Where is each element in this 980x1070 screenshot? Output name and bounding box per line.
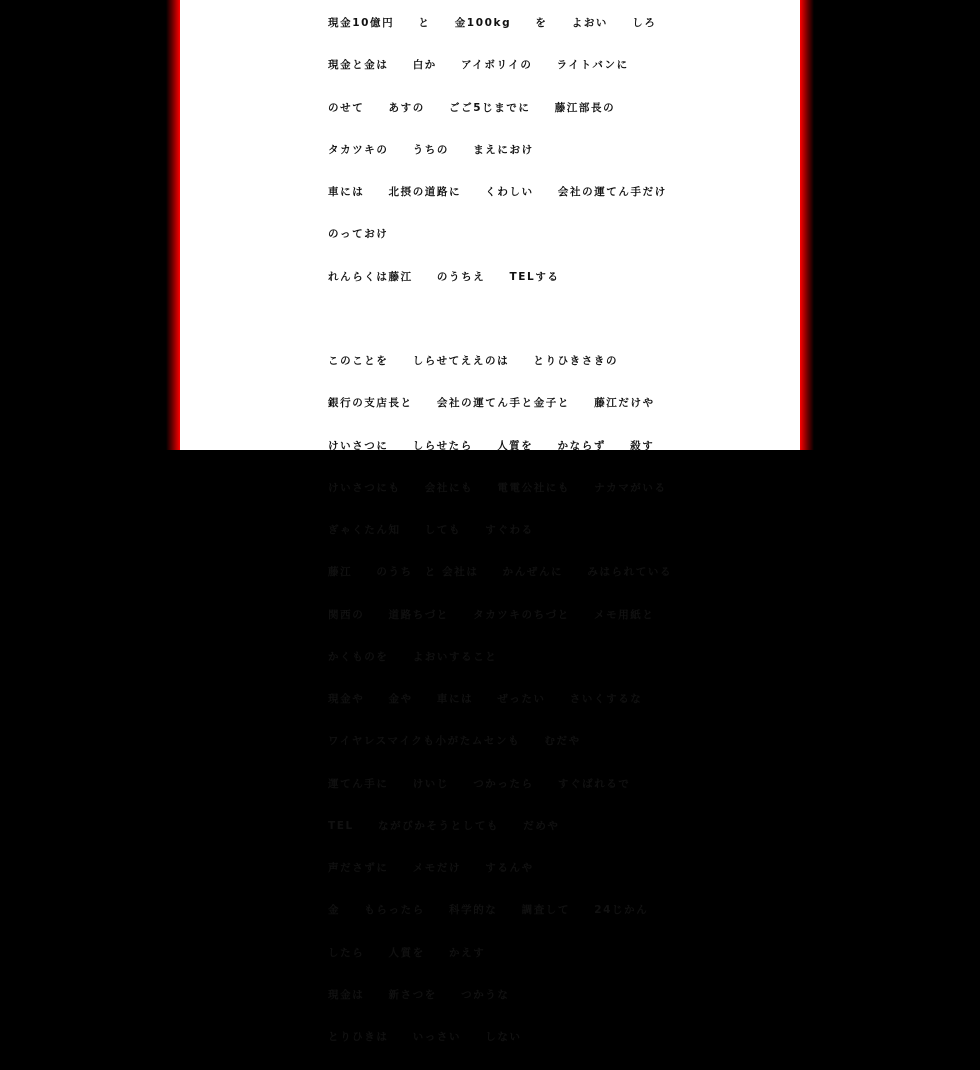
letter-line: したら 人質を かえす xyxy=(328,946,486,959)
letter-line: けいさつに しらせたら 人質を かならず 殺す xyxy=(328,439,655,452)
letter-text xyxy=(328,0,672,1070)
letter-line: 藤江 のうち と 会社は かんぜんに みはられている xyxy=(328,566,673,579)
letter-line: 関西の 道路ちづと タカツキのちづと メモ用紙と xyxy=(328,608,655,621)
right-red-border xyxy=(800,0,814,450)
letter-line xyxy=(328,310,672,328)
letter-line: れんらくは藤江 のうちえ TELする xyxy=(328,270,560,283)
letter-line: 車には 北摂の道路に くわしい 会社の運てん手だけ xyxy=(328,186,667,198)
letter-line: 銀行の支店長と 会社の運てん手と金子と 藤江だけや xyxy=(328,397,655,410)
letter-line: 声ださずに メモだけ するんや xyxy=(328,862,534,874)
letter-line: 現金と金は 白か アイボリイの ライトバンに xyxy=(328,59,629,72)
letter-line: のせて あすの ごご5じまでに 藤江部長の xyxy=(328,101,616,114)
letter-line: のっておけ xyxy=(328,228,389,241)
letter-line: 現金や 金や 車には ぜったい さいくするな xyxy=(328,693,643,705)
letter-line: とりひきは いっさい しない xyxy=(328,1031,522,1043)
letter-line: タカツキの うちの まえにおけ xyxy=(328,143,534,156)
letter-paper xyxy=(180,0,800,1043)
letter-line: 現金は 新さつを つかうな xyxy=(328,988,510,1001)
letter-line: ぎゃくたん知 しても すぐわる xyxy=(328,524,534,536)
letter-line: 現金10億円 と 金100kg を よおい しろ xyxy=(328,17,657,29)
letter-line: 金 もらったら 科学的な 調査して 24じかん xyxy=(328,904,649,917)
letter-line: かくものを よおいすること xyxy=(328,650,498,663)
letter-line: けいさつにも 会社にも 電電公社にも ナカマがいる xyxy=(328,481,667,494)
letter-line: 運てん手に けいじ つかったら すぐばれるで xyxy=(328,777,631,790)
letter-line: このことを しらせてええのは とりひきさきの xyxy=(328,355,619,367)
left-red-border xyxy=(166,0,180,450)
letter-line: TEL ながびかそうとしても だめや xyxy=(328,819,560,832)
letter-line: ワイヤレスマイクも小がたムセンも むだや xyxy=(328,735,581,748)
